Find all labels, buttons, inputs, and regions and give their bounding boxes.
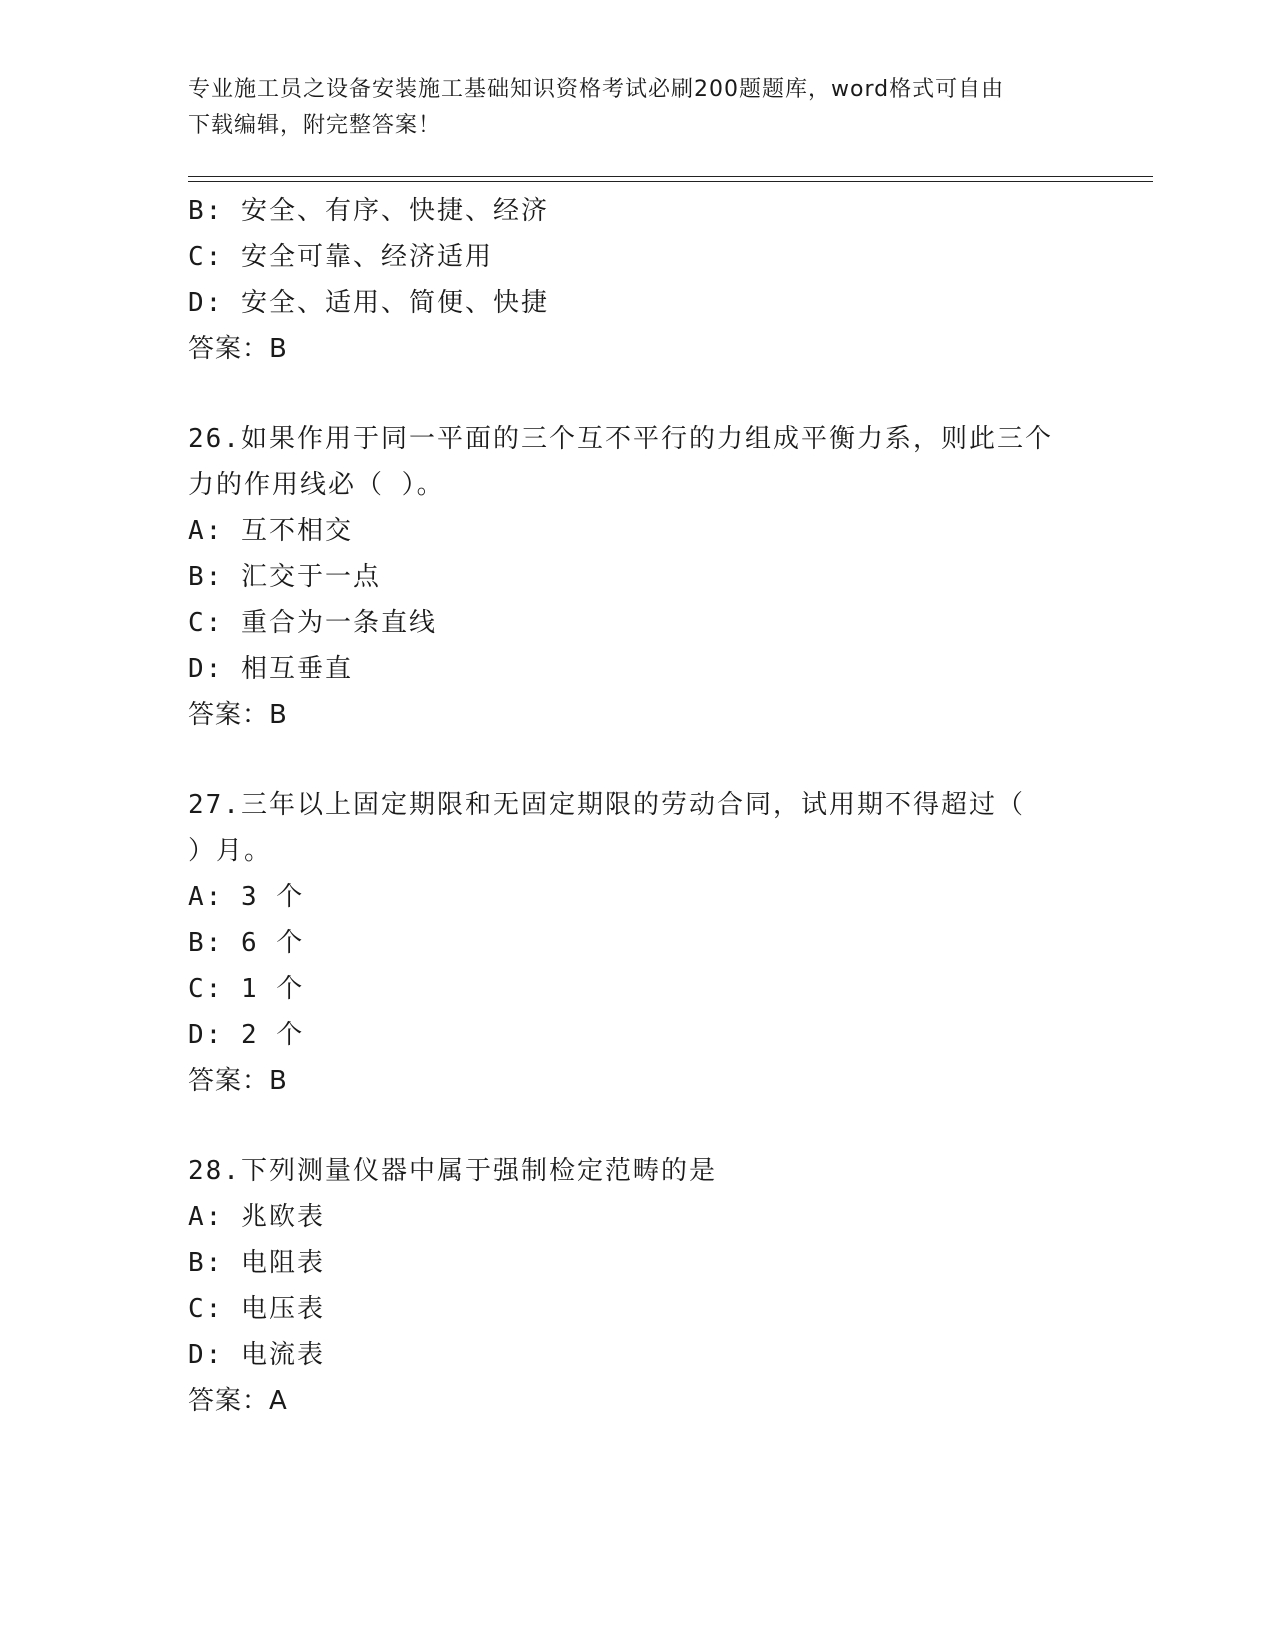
option-b: B: 电阻表 bbox=[188, 1248, 325, 1278]
option-a: A: 3 个 bbox=[188, 882, 305, 912]
question-spacer bbox=[188, 372, 1088, 416]
question-stem-line-2: ）月。 bbox=[188, 836, 273, 866]
option-c: C: 电压表 bbox=[188, 1294, 325, 1324]
question-spacer bbox=[188, 1104, 1088, 1148]
option-a: A: 兆欧表 bbox=[188, 1202, 325, 1232]
question-28 bbox=[188, 1148, 1088, 1424]
question-stem-line-1: 26.如果作用于同一平面的三个互不平行的力组成平衡力系，则此三个 bbox=[188, 424, 1053, 454]
header-divider-bottom bbox=[188, 181, 1153, 182]
option-d: D: 相互垂直 bbox=[188, 654, 353, 684]
question-26 bbox=[188, 416, 1088, 738]
option-b: B: 6 个 bbox=[188, 928, 305, 958]
option-b: B: 汇交于一点 bbox=[188, 562, 381, 592]
document-header bbox=[188, 72, 1078, 144]
header-line-2: 下载编辑，附完整答案！ bbox=[188, 113, 442, 138]
question-list bbox=[188, 188, 1088, 1424]
answer: 答案：A bbox=[188, 1386, 288, 1416]
option-d: D: 2 个 bbox=[188, 1020, 305, 1050]
question-stem-line-2: 力的作用线必（ ）。 bbox=[188, 470, 445, 500]
question-spacer bbox=[188, 738, 1088, 782]
option-c: C: 安全可靠、经济适用 bbox=[188, 242, 493, 272]
header-divider-top bbox=[188, 176, 1153, 177]
answer: 答案：B bbox=[188, 700, 288, 730]
option-c: C: 1 个 bbox=[188, 974, 305, 1004]
option-c: C: 重合为一条直线 bbox=[188, 608, 437, 638]
answer: 答案：B bbox=[188, 334, 288, 364]
question-25 bbox=[188, 188, 1088, 372]
option-d: D: 电流表 bbox=[188, 1340, 325, 1370]
option-b: B: 安全、有序、快捷、经济 bbox=[188, 196, 549, 226]
question-stem-line-1: 27.三年以上固定期限和无固定期限的劳动合同，试用期不得超过（ bbox=[188, 790, 1025, 820]
question-stem-line-1: 28.下列测量仪器中属于强制检定范畴的是 bbox=[188, 1156, 717, 1186]
answer: 答案：B bbox=[188, 1066, 288, 1096]
option-a: A: 互不相交 bbox=[188, 516, 353, 546]
question-27 bbox=[188, 782, 1088, 1104]
header-line-1: 专业施工员之设备安装施工基础知识资格考试必刷200题题库，word格式可自由 bbox=[188, 77, 1005, 102]
option-d: D: 安全、适用、简便、快捷 bbox=[188, 288, 549, 318]
